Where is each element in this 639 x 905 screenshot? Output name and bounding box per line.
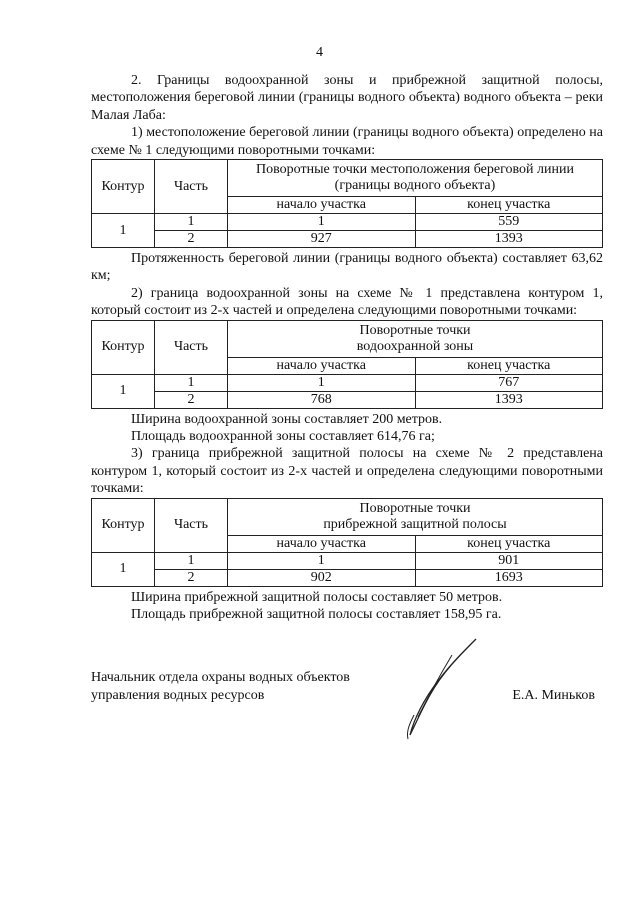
end-cell: 1393 bbox=[415, 231, 603, 248]
item2-intro: 2) граница водоохранной зоны на схеме № 1 представлена контуром 1, который состоит из 2-х частей и определена следующими поворотными точками: bbox=[91, 285, 603, 319]
part-cell: 2 bbox=[155, 569, 228, 586]
part-cell: 1 bbox=[155, 552, 228, 569]
strip-width: Ширина прибрежной защитной полосы составляет 50 метров. bbox=[131, 589, 503, 605]
contour-cell: 1 bbox=[92, 374, 155, 408]
start-cell: 902 bbox=[228, 569, 416, 586]
start-cell: 927 bbox=[228, 231, 416, 248]
section-heading: 2. Границы водоохранной зоны и прибрежной защитной полосы, местоположения береговой линии (границы водного объекта) водного объекта – реки Малая Лаба: bbox=[91, 73, 603, 123]
points-header-line2: прибрежной защитной полосы bbox=[323, 516, 507, 532]
document-body bbox=[91, 72, 603, 624]
part-cell: 2 bbox=[155, 231, 228, 248]
contour-cell: 1 bbox=[92, 552, 155, 586]
signature-block bbox=[91, 669, 603, 705]
shoreline-points-table bbox=[91, 159, 603, 248]
shoreline-length: Протяженность береговой линии (границы водного объекта) составляет 63,62 км; bbox=[91, 251, 603, 284]
item3-intro: 3) граница прибрежной защитной полосы на схеме № 2 представлена контуром 1, который состоит из 2-х частей и определена следующими поворотными точками: bbox=[91, 446, 603, 497]
col-contour-header: Контур bbox=[92, 320, 155, 374]
coastal-protection-strip-table bbox=[91, 498, 603, 587]
water-protection-zone-table bbox=[91, 320, 603, 409]
col-part-header: Часть bbox=[155, 160, 228, 214]
contour-cell: 1 bbox=[92, 214, 155, 248]
end-cell: 901 bbox=[415, 552, 603, 569]
part-cell: 2 bbox=[155, 391, 228, 408]
start-cell: 1 bbox=[228, 552, 416, 569]
col-points-header: Поворотные точки местоположения береговой линии (границы водного объекта) bbox=[228, 160, 603, 197]
end-cell: 1693 bbox=[415, 569, 603, 586]
points-header-line1: Поворотные точки bbox=[359, 322, 471, 338]
wpz-area: Площадь водоохранной зоны составляет 614,76 га; bbox=[131, 429, 435, 445]
end-cell: 559 bbox=[415, 214, 603, 231]
col-end-header: конец участка bbox=[415, 197, 603, 214]
wpz-width: Ширина водоохранной зоны составляет 200 метров. bbox=[131, 411, 443, 427]
col-contour-header: Контур bbox=[92, 498, 155, 552]
strip-area: Площадь прибрежной защитной полосы составляет 158,95 га. bbox=[131, 607, 502, 623]
part-cell: 1 bbox=[155, 214, 228, 231]
end-cell: 767 bbox=[415, 374, 603, 391]
points-header-line2: водоохранной зоны bbox=[356, 338, 474, 354]
col-end-header: конец участка bbox=[415, 357, 603, 374]
points-header-line1: Поворотные точки bbox=[359, 500, 471, 516]
col-start-header: начало участка bbox=[228, 535, 416, 552]
signatory-name: Е.А. Миньков bbox=[512, 688, 595, 703]
col-end-header: конец участка bbox=[415, 535, 603, 552]
col-start-header: начало участка bbox=[228, 197, 416, 214]
start-cell: 1 bbox=[228, 374, 416, 391]
col-contour-header: Контур bbox=[92, 160, 155, 214]
start-cell: 1 bbox=[228, 214, 416, 231]
end-cell: 1393 bbox=[415, 391, 603, 408]
position-line1: Начальник отдела охраны водных объектов bbox=[91, 670, 350, 685]
col-points-header bbox=[228, 498, 603, 535]
col-part-header: Часть bbox=[155, 320, 228, 374]
col-points-header bbox=[228, 320, 603, 357]
col-start-header: начало участка bbox=[228, 357, 416, 374]
item1-intro: 1) местоположение береговой линии (границы водного объекта) определено на схеме № 1 следующими поворотными точками: bbox=[91, 125, 603, 158]
start-cell: 768 bbox=[228, 391, 416, 408]
part-cell: 1 bbox=[155, 374, 228, 391]
position-line2: управления водных ресурсов bbox=[91, 688, 265, 703]
col-part-header: Часть bbox=[155, 498, 228, 552]
page-number: 4 bbox=[316, 45, 323, 60]
